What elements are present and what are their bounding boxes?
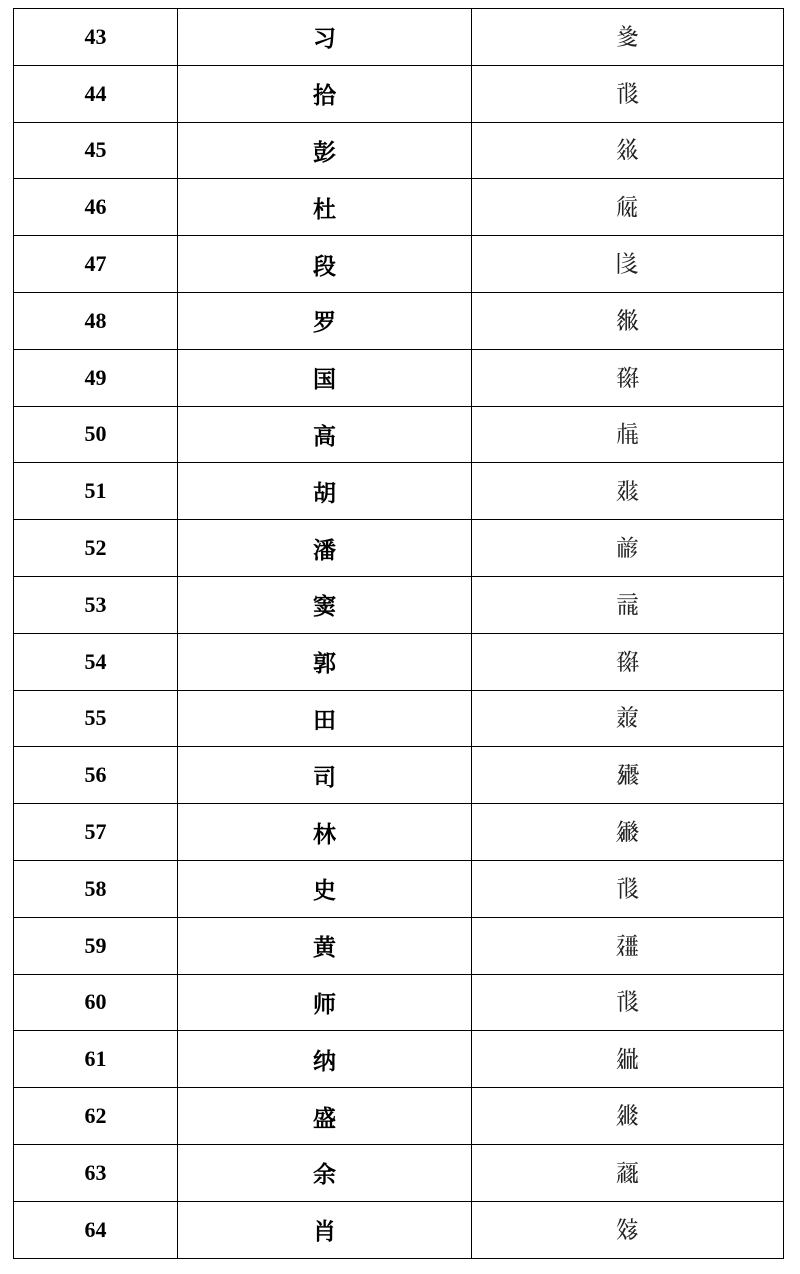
table-row bbox=[14, 917, 784, 974]
table-row bbox=[14, 122, 784, 179]
surname-cell: 肖 bbox=[178, 1201, 472, 1258]
script-character-cell: 𗄈 bbox=[472, 576, 784, 633]
table-row bbox=[14, 9, 784, 66]
row-number-cell: 54 bbox=[14, 633, 178, 690]
surname-cell: 拾 bbox=[178, 65, 472, 122]
surname-cell: 林 bbox=[178, 804, 472, 861]
script-character-cell: 𗤦 bbox=[472, 122, 784, 179]
surname-cell: 彭 bbox=[178, 122, 472, 179]
row-number-cell: 58 bbox=[14, 860, 178, 917]
table-row bbox=[14, 1201, 784, 1258]
script-character-cell: 𗓱 bbox=[472, 690, 784, 747]
row-number-cell: 43 bbox=[14, 9, 178, 66]
surname-table-container bbox=[13, 8, 783, 1259]
row-number-cell: 64 bbox=[14, 1201, 178, 1258]
script-character-cell: 𗁅 bbox=[472, 236, 784, 293]
row-number-cell: 56 bbox=[14, 747, 178, 804]
script-character-cell: 𗉷 bbox=[472, 747, 784, 804]
table-row bbox=[14, 804, 784, 861]
table-row bbox=[14, 349, 784, 406]
surname-cell: 余 bbox=[178, 1144, 472, 1201]
surname-cell: 黄 bbox=[178, 917, 472, 974]
row-number-cell: 45 bbox=[14, 122, 178, 179]
script-character-cell: 𗱈 bbox=[472, 349, 784, 406]
table-row bbox=[14, 747, 784, 804]
surname-cell: 高 bbox=[178, 406, 472, 463]
row-number-cell: 59 bbox=[14, 917, 178, 974]
row-number-cell: 47 bbox=[14, 236, 178, 293]
row-number-cell: 60 bbox=[14, 974, 178, 1031]
script-character-cell: 𗥔 bbox=[472, 1031, 784, 1088]
surname-cell: 师 bbox=[178, 974, 472, 1031]
script-character-cell: 𗱈 bbox=[472, 633, 784, 690]
table-row bbox=[14, 1144, 784, 1201]
table-row bbox=[14, 292, 784, 349]
surname-cell: 胡 bbox=[178, 463, 472, 520]
row-number-cell: 52 bbox=[14, 520, 178, 577]
row-number-cell: 62 bbox=[14, 1088, 178, 1145]
surname-cell: 司 bbox=[178, 747, 472, 804]
row-number-cell: 55 bbox=[14, 690, 178, 747]
surname-cell: 罗 bbox=[178, 292, 472, 349]
surname-cell: 纳 bbox=[178, 1031, 472, 1088]
surname-cell: 潘 bbox=[178, 520, 472, 577]
row-number-cell: 44 bbox=[14, 65, 178, 122]
table-row bbox=[14, 633, 784, 690]
table-row bbox=[14, 236, 784, 293]
surname-cell: 段 bbox=[178, 236, 472, 293]
script-character-cell: 𘑘 bbox=[472, 9, 784, 66]
script-character-cell: 𗦫 bbox=[472, 1088, 784, 1145]
script-character-cell: 𗌰 bbox=[472, 65, 784, 122]
script-character-cell: 𗍫 bbox=[472, 406, 784, 463]
surname-cell: 田 bbox=[178, 690, 472, 747]
row-number-cell: 48 bbox=[14, 292, 178, 349]
row-number-cell: 50 bbox=[14, 406, 178, 463]
surname-cell: 窦 bbox=[178, 576, 472, 633]
surname-cell: 国 bbox=[178, 349, 472, 406]
table-row bbox=[14, 576, 784, 633]
surname-cell: 习 bbox=[178, 9, 472, 66]
script-character-cell: 𗑗 bbox=[472, 520, 784, 577]
script-character-cell: 𗌰 bbox=[472, 974, 784, 1031]
surname-cell: 杜 bbox=[178, 179, 472, 236]
surname-table bbox=[13, 8, 784, 1259]
table-body bbox=[14, 9, 784, 1259]
script-character-cell: 𗼵 bbox=[472, 1201, 784, 1258]
script-character-cell: 𗹙 bbox=[472, 1144, 784, 1201]
row-number-cell: 63 bbox=[14, 1144, 178, 1201]
script-character-cell: 𗡸 bbox=[472, 917, 784, 974]
script-character-cell: 𗬫 bbox=[472, 292, 784, 349]
surname-cell: 盛 bbox=[178, 1088, 472, 1145]
row-number-cell: 57 bbox=[14, 804, 178, 861]
table-row bbox=[14, 974, 784, 1031]
script-character-cell: 𗪈 bbox=[472, 804, 784, 861]
table-row bbox=[14, 463, 784, 520]
surname-cell: 郭 bbox=[178, 633, 472, 690]
table-row bbox=[14, 179, 784, 236]
table-row bbox=[14, 860, 784, 917]
table-row bbox=[14, 690, 784, 747]
table-row bbox=[14, 1088, 784, 1145]
script-character-cell: 𗏁 bbox=[472, 179, 784, 236]
script-character-cell: 𗌰 bbox=[472, 860, 784, 917]
table-row bbox=[14, 65, 784, 122]
table-row bbox=[14, 520, 784, 577]
row-number-cell: 49 bbox=[14, 349, 178, 406]
row-number-cell: 61 bbox=[14, 1031, 178, 1088]
table-row bbox=[14, 1031, 784, 1088]
table-row bbox=[14, 406, 784, 463]
script-character-cell: 𘅍 bbox=[472, 463, 784, 520]
row-number-cell: 51 bbox=[14, 463, 178, 520]
row-number-cell: 53 bbox=[14, 576, 178, 633]
surname-cell: 史 bbox=[178, 860, 472, 917]
row-number-cell: 46 bbox=[14, 179, 178, 236]
